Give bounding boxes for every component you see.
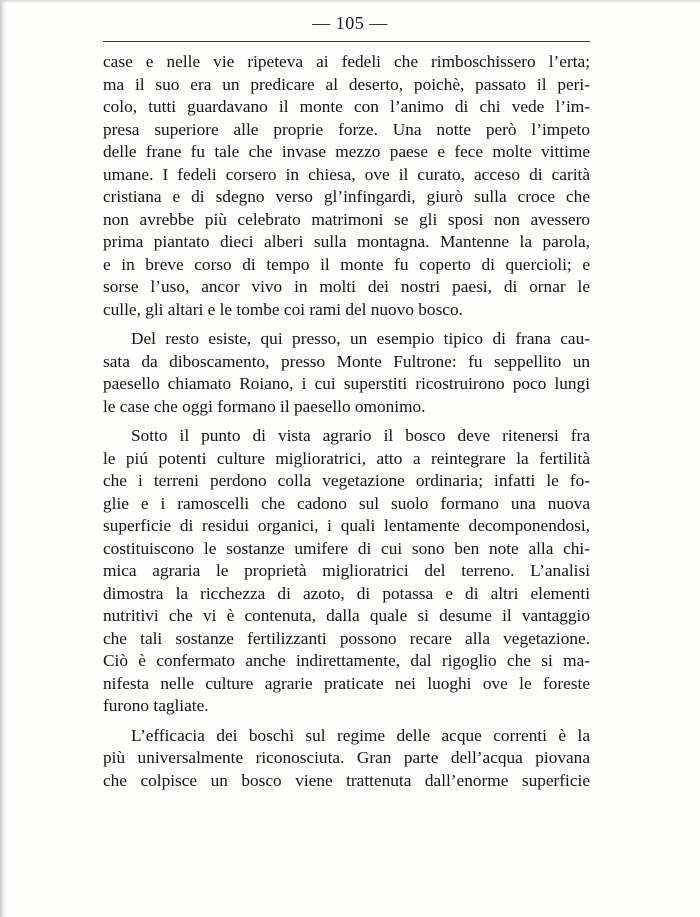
text-line: costituiscono le sostanze umifere di cui sono ben note alla chi-: [103, 538, 590, 558]
text-line: presa superiore alle proprie forze. Una notte però l’impeto: [103, 119, 590, 139]
text-line: glie e i ramoscelli che cadono sul suolo formano una nuova: [103, 493, 590, 513]
header-rule: [103, 41, 590, 42]
text-line: sorse l’uso, ancor vivo in molti dei nostri paesi, di ornar le: [103, 277, 590, 296]
text-line: Del resto esiste, qui presso, un esempio tipico di frana cau-: [131, 329, 590, 348]
text-line: sata da diboscamento, presso Monte Fultrone: fu seppellito un: [103, 351, 590, 371]
text-line: più universalmente riconosciuta. Gran parte dell’acqua piovana: [103, 748, 590, 767]
text-line: Sotto il punto di vista agrario il bosco deve ritenersi fra: [131, 426, 590, 445]
paragraph: [103, 725, 590, 793]
text-line: nifesta nelle culture agrarie praticate nei luoghi ove le foreste: [103, 673, 590, 693]
text-line: L’efficacia dei boschi sul regime delle acque correnti è la: [131, 725, 590, 745]
paragraph-gap: [103, 321, 590, 328]
text-line: ma il suo era un predicare al deserto, poichè, passato il peri-: [103, 74, 590, 94]
text-line: culle, gli altari e le tombe coi rami del nuovo bosco.: [103, 299, 463, 319]
paragraph: [103, 51, 590, 321]
body-text: [103, 51, 590, 792]
text-line: case e nelle vie ripeteva ai fedeli che rimboschissero l’erta;: [103, 52, 590, 71]
text-line: che colpisce un bosco viene trattenuta dall’enorme superficie: [103, 770, 590, 790]
text-line: mica agraria le proprietà miglioratrici del terreno. L’analisi: [103, 561, 590, 580]
paragraph: [103, 328, 590, 418]
text-line: non avrebbe più celebrato matrimoni se gli sposi non avessero: [103, 209, 590, 229]
text-line: cristiana e di sdegno verso gl’infingardi, giurò sulla croce che: [103, 187, 590, 206]
page-top-edge-shadow: [0, 0, 700, 3]
text-line: paesello chiamato Roiano, i cui superstiti ricostruirono poco lungi: [103, 374, 590, 393]
text-line: furono tagliate.: [103, 696, 209, 715]
text-line: prima piantato dieci alberi sulla montagna. Mantenne la parola,: [103, 232, 590, 251]
text-line: delle frane fu tale che invase mezzo paese e fece molte vittime: [103, 142, 590, 161]
text-line: nutritivi che vi è contenuta, dalla quale si desume il vantaggio: [103, 606, 590, 625]
text-line: colo, tutti guardavano il monte con l’animo di chi vede l’im-: [103, 97, 590, 116]
page-left-edge-shadow: [0, 0, 6, 917]
text-line: che tali sostanze fertilizzanti possono recare alla vegetazione.: [103, 628, 590, 648]
paragraph-gap: [103, 718, 590, 725]
paragraph-gap: [103, 418, 590, 425]
text-line: umane. I fedeli corsero in chiesa, ove il curato, acceso di carità: [103, 164, 590, 184]
text-line: dimostra la ricchezza di azoto, di potassa e di altri elementi: [103, 583, 590, 603]
text-line: le case che oggi formano il paesello omonimo.: [103, 396, 426, 416]
text-line: le piú potenti culture miglioratrici, atto a reintegrare la fertilità: [103, 448, 590, 468]
text-line: e in breve corso di tempo il monte fu coperto di quercioli; e: [103, 254, 590, 274]
page-number: — 105 —: [312, 13, 388, 33]
text-line: che i terreni perdono colla vegetazione ordinaria; infatti le fo-: [103, 471, 590, 490]
text-line: superficie di residui organici, i quali lentamente decomponendosi,: [103, 516, 590, 535]
paragraph: [103, 425, 590, 718]
text-line: Ciò è confermato anche indirettamente, dal rigoglio che si ma-: [103, 651, 590, 670]
